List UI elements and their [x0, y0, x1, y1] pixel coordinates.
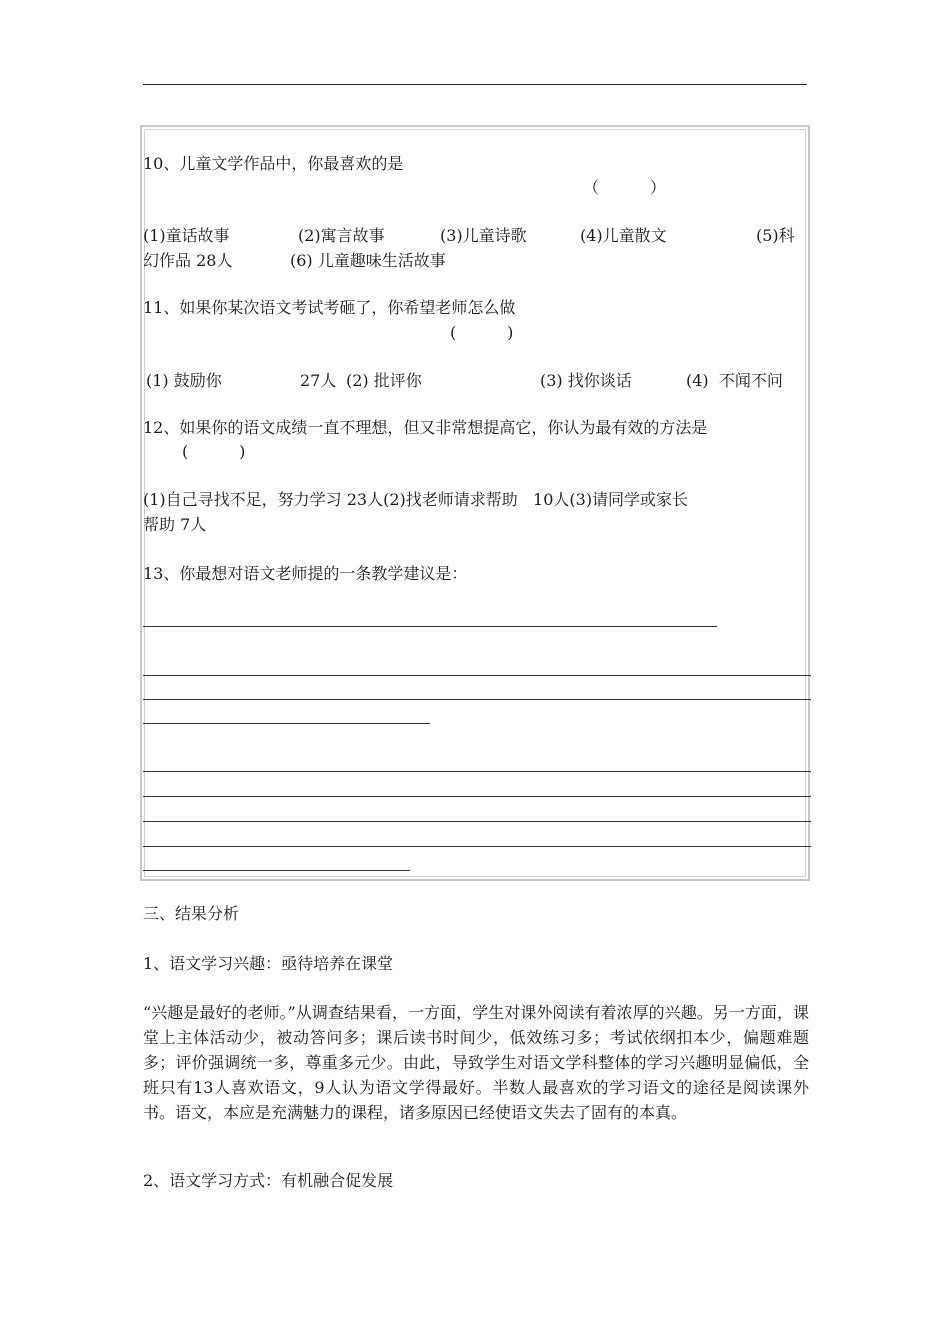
q11-question: 11、如果你某次语文考试考砸了，你希望老师怎么做: [143, 298, 516, 317]
answer-line: [143, 699, 811, 700]
q10-question: 10、儿童文学作品中，你最喜欢的是: [143, 154, 404, 173]
q12-options-line-2: 帮助 7人: [143, 515, 207, 534]
answer-line: [143, 771, 811, 772]
q10-option-5a: (5)科: [756, 226, 795, 245]
q12-options-line-1: (1)自己寻找不足，努力学习 23人(2)找老师请求帮助 10人(3)请同学或家长: [143, 490, 689, 509]
q11-option-3: (3) 找你谈话: [540, 371, 632, 390]
q10-option-5b: 幻作品 28人: [143, 251, 233, 270]
answer-line: [143, 723, 430, 724]
answer-line: [143, 821, 811, 822]
subsection-1-title: 1、语文学习兴趣：亟待培养在课堂: [143, 954, 394, 973]
q10-option-2: (2)寓言故事: [298, 226, 385, 245]
section-title: 三、结果分析: [143, 904, 240, 923]
q10-option-4: (4)儿童散文: [580, 226, 667, 245]
subsection-2-title: 2、语文学习方式：有机融合促发展: [143, 1171, 394, 1190]
subsection-1-paragraph: “兴趣是最好的老师。”从调查结果看，一方面，学生对课外阅读有着浓厚的兴趣。另一方面，课堂上主体活动少，被动答问多；课后读书时间少，低效练习多；考试依纲扣本少，偏题难题多；评价强调统一多，尊重多元少。由此，导致学生对语文学科整体的学习兴趣明显偏低，全班只有13人喜欢语文，9人认为语文学得最好。半数人最喜欢的学习语文的途径是阅读课外书。语文，本应是充满魅力的课程，诸多原因已经使语文失去了固有的本真。: [143, 1003, 809, 1122]
q13-question: 13、你最想对语文老师提的一条教学建议是：: [143, 564, 468, 583]
q11-option-1-count: 27人: [300, 371, 337, 390]
answer-line: [143, 846, 811, 847]
q10-option-3: (3)儿童诗歌: [440, 226, 527, 245]
q10-option-6: (6) 儿童趣味生活故事: [290, 251, 446, 270]
q11-option-4: (4) 不闻不问: [686, 371, 783, 390]
q11-option-2: (2) 批评你: [346, 371, 422, 390]
q11-answer-blank: ( ): [450, 323, 514, 342]
q12-answer-blank: ( ): [182, 442, 246, 461]
header-rule: [143, 84, 807, 85]
q10-answer-blank: （ ）: [583, 178, 666, 197]
q10-option-1: (1)童话故事: [143, 226, 230, 245]
answer-line: [143, 870, 410, 871]
answer-line: [143, 626, 717, 627]
q11-option-1: (1) 鼓励你: [146, 371, 222, 390]
answer-line: [143, 796, 811, 797]
answer-line: [143, 675, 811, 676]
q12-question: 12、如果你的语文成绩一直不理想，但又非常想提高它，你认为最有效的方法是: [143, 418, 708, 437]
